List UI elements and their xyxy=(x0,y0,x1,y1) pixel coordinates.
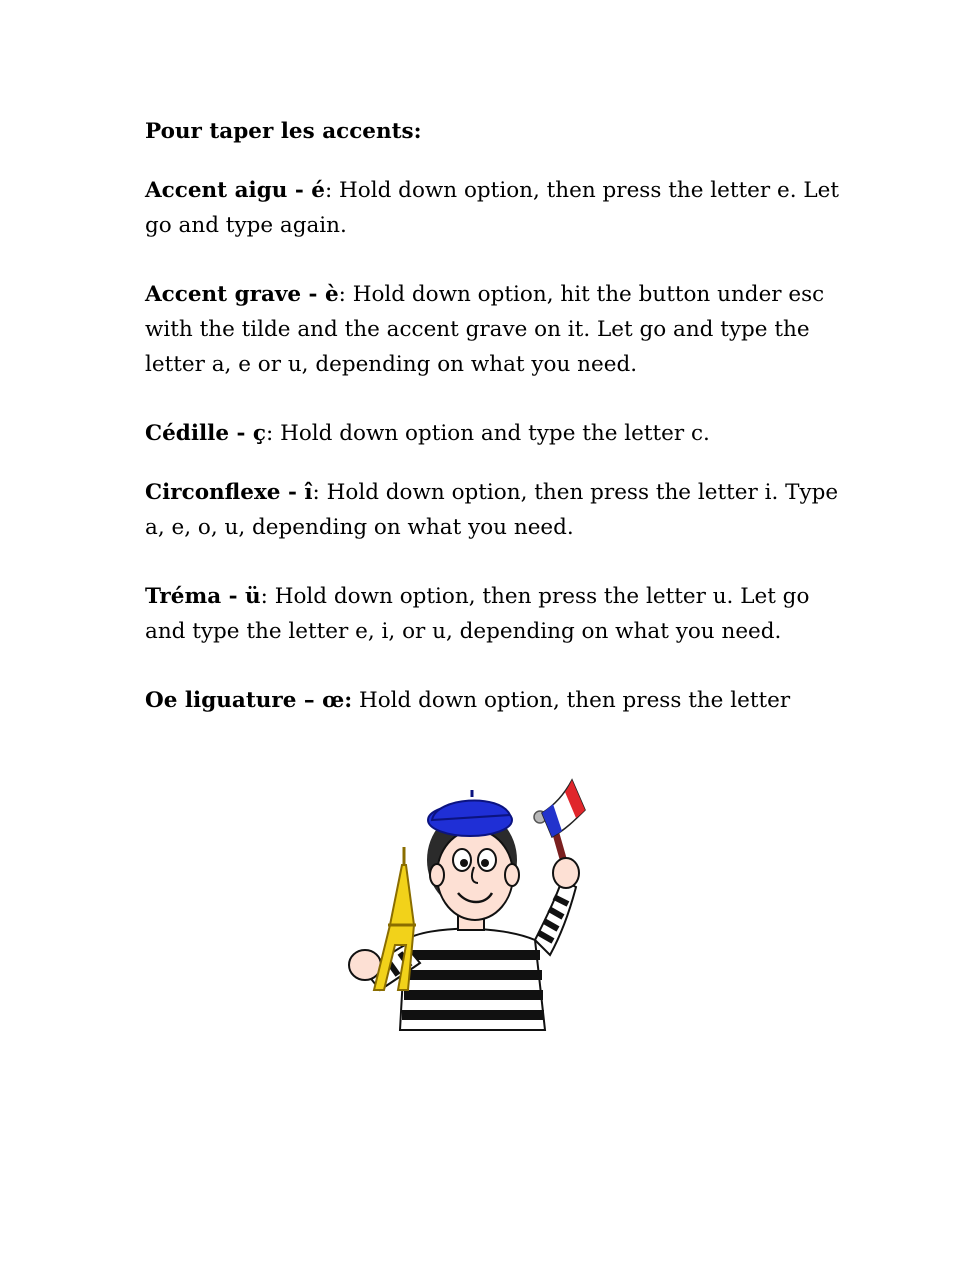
entry-term: Accent aigu - é xyxy=(145,178,325,203)
document-body xyxy=(145,114,845,752)
entry-accent-aigu xyxy=(145,173,845,243)
entry-text: : Hold down option and type the letter c. xyxy=(266,421,710,446)
entry-term: Oe liguature – œ: xyxy=(145,688,353,713)
entry-text: : Hold down option, then press the letter i. Type a, e, o, u, depending on what you need. xyxy=(145,480,839,540)
entry-cedille xyxy=(145,416,845,451)
entry-accent-grave xyxy=(145,277,845,382)
document-heading: Pour taper les accents: xyxy=(145,119,422,144)
entry-text: : Hold down option, hit the button under esc with the tilde and the accent grave on it. Let go and type the letter a, e or u, depending on what you need. xyxy=(145,282,825,377)
entry-text: Hold down option, then press the letter xyxy=(352,688,791,713)
entry-text: : Hold down option, then press the letter e. Let go and type again. xyxy=(145,178,840,238)
entry-oe-ligature xyxy=(145,683,845,718)
entry-term: Circonflexe - î xyxy=(145,480,313,505)
entry-term: Tréma - ü xyxy=(145,584,261,609)
entry-text: : Hold down option, then press the letter u. Let go and type the letter e, i, or u, depending on what you need. xyxy=(145,584,810,644)
entry-trema xyxy=(145,579,845,649)
french-mime-illustration-icon xyxy=(340,775,590,1035)
entry-term: Accent grave - è xyxy=(145,282,339,307)
entry-term: Cédille - ç xyxy=(145,421,266,446)
entry-circonflexe xyxy=(145,475,845,545)
